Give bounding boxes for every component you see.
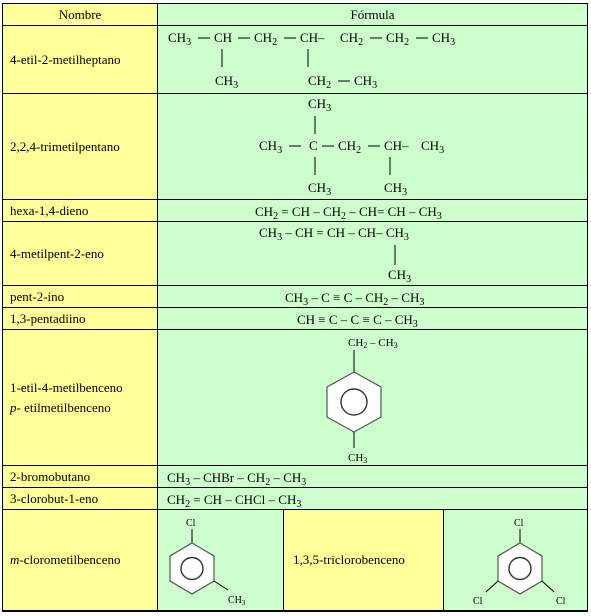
svg-text:CH3: $CH_3$	[354, 73, 378, 91]
formula-2-2-4-trimetilpentano	[158, 94, 587, 200]
svg-text:CH3 – CH = CH – CH– CH3: $CH_3$ – CH = CH – CH– $CH_3$	[259, 225, 409, 243]
svg-text:CH2: $CH_2$	[338, 138, 362, 156]
svg-text:C: C	[309, 138, 318, 153]
row-formula-10a	[158, 510, 284, 611]
svg-text:CH3: $CH_3$	[388, 267, 412, 285]
row-name-3	[3, 200, 158, 222]
svg-text:CH ≡ C – C ≡ C – CH3: CH ≡ $C - C \equiv C - CH_3$	[297, 312, 418, 330]
svg-text:CH: CH	[214, 30, 233, 45]
row-name-6	[3, 308, 158, 330]
header-nombre	[3, 4, 158, 26]
row-formula-5	[158, 286, 587, 308]
compound-name: 2-bromobutano	[10, 468, 91, 484]
formula-m-clorometilbenceno	[158, 510, 284, 611]
para-prefix: p	[10, 399, 17, 415]
svg-text:CH3: $CH_3$	[215, 73, 239, 91]
svg-text:CH3 – CHBr – CH2 – CH3: $CH_3$ – CHBr – $CH_2 - CH_3$	[167, 470, 307, 488]
svg-text:CH3: $CH_3$	[168, 30, 192, 48]
row-name-7	[3, 330, 158, 466]
svg-text:Cl: Cl	[556, 596, 566, 607]
row-name-5	[3, 286, 158, 308]
svg-text:CH2: $CH_2$	[254, 30, 278, 48]
svg-text:CH2: $CH_2$	[340, 30, 364, 48]
formula-4-metilpent-2-eno	[158, 222, 587, 286]
svg-text:CH3: $CH_3$	[421, 138, 445, 156]
row-formula-8	[158, 466, 587, 488]
row-formula-2	[158, 94, 587, 200]
row-formula-3	[158, 200, 587, 222]
compound-name: 1-etil-4-metilbenceno	[10, 379, 123, 395]
formula-3-clorobut-1-eno	[158, 488, 587, 510]
nomenclature-table	[2, 3, 588, 612]
svg-text:CH2: $CH_2$	[308, 73, 332, 91]
svg-text:CH3: $CH_3$	[308, 180, 332, 198]
svg-text:CH3: $CH_3$	[308, 96, 332, 114]
row-name-4	[3, 222, 158, 286]
row-name-2	[3, 94, 158, 200]
row-name-8	[3, 466, 158, 488]
compound-name: 4-metilpent-2-eno	[10, 245, 104, 261]
header-nombre-text: Nombre	[58, 6, 102, 22]
row-formula-7	[158, 330, 587, 466]
formula-pent-2-ino	[158, 286, 587, 308]
compound-name: 4-etil-2-metilheptano	[10, 51, 121, 67]
row-formula-6	[158, 308, 587, 330]
svg-text:CH–: CH–	[300, 30, 325, 45]
compound-name: pent-2-ino	[10, 288, 65, 304]
header-formula-text: Fórmula	[350, 6, 395, 22]
row-name-10b	[284, 510, 444, 611]
svg-text:CH2 = CH – CHCl – CH3: $CH_2$ = CH – CHCl – $CH_3$	[167, 492, 302, 510]
row-formula-1	[158, 26, 587, 94]
compound-name: hexa-1,4-dieno	[10, 202, 89, 218]
row-name-9	[3, 488, 158, 510]
compound-name: 2,2,4-trimetilpentano	[10, 138, 120, 154]
meta-prefix: m	[10, 552, 20, 567]
formula-1-3-pentadiino	[158, 308, 587, 330]
svg-text:Cl: Cl	[473, 596, 483, 607]
svg-text:CH2 – CH3: CH2 – CH3	[348, 337, 398, 350]
row-formula-9	[158, 488, 587, 510]
compound-name-alt	[10, 400, 111, 416]
header-formula	[158, 4, 587, 26]
svg-text:CH3: $CH_3$	[432, 30, 456, 48]
compound-name	[10, 552, 120, 568]
row-formula-10b	[444, 510, 587, 611]
svg-text:CH3 – C ≡ C – CH2 – CH3: $CH_3 - C \equiv C - CH_2 - CH_3$	[285, 290, 425, 308]
formula-1-3-5-triclorobenceno	[444, 510, 587, 611]
compound-name: 3-clorobut-1-eno	[10, 490, 99, 506]
row-formula-4	[158, 222, 587, 286]
formula-hexa-1-4-dieno	[158, 200, 587, 222]
compound-name: 1,3,5-triclorobenceno	[293, 552, 405, 567]
svg-text:Cl: Cl	[514, 518, 524, 529]
svg-text:CH3: $CH_3$	[384, 180, 408, 198]
svg-text:CH3: $CH_3$	[259, 138, 283, 156]
row-name-10	[3, 510, 158, 611]
svg-text:CH2: $CH_2$	[386, 30, 410, 48]
svg-text:CH3: $CH_3$	[228, 595, 246, 607]
svg-text:CH2 = CH – CH2 – CH= CH – CH3: $CH_2$ = CH – $CH_2 - CH=$ CH – $CH_3$	[255, 204, 442, 222]
compound-name-rest: -clorometilbenceno	[19, 552, 121, 567]
compound-name: 1,3-pentadiino	[10, 310, 86, 326]
svg-text:CH–: CH–	[384, 138, 409, 153]
svg-text:Cl: Cl	[186, 518, 196, 529]
row-name-1	[3, 26, 158, 94]
formula-1-etil-4-metilbenceno	[158, 330, 587, 466]
formula-2-bromobutano	[158, 466, 587, 488]
svg-text:CH3: CH3	[348, 452, 368, 465]
compound-name-alt-rest: - etilmetilbenceno	[16, 399, 111, 415]
formula-4-etil-2-metilheptano	[158, 26, 587, 94]
